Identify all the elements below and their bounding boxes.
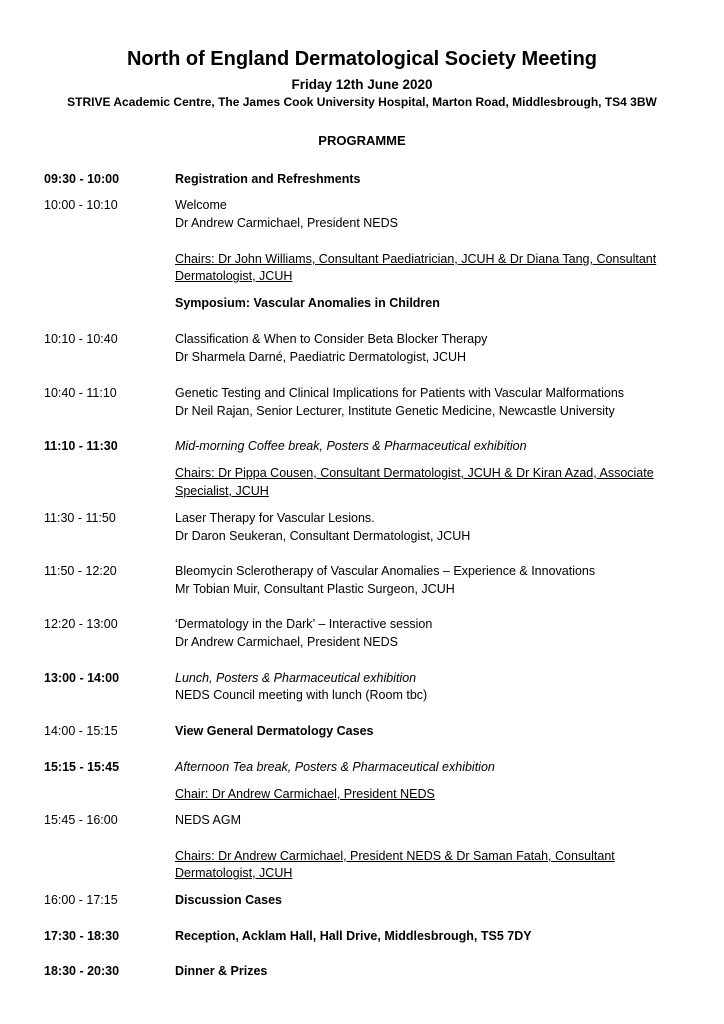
session-title: Registration and Refreshments: [175, 172, 361, 186]
time-slot: 15:45 - 16:00: [44, 813, 118, 827]
time-slot: 12:20 - 13:00: [44, 617, 118, 631]
session-chairs: Dermatologist, JCUH: [175, 866, 293, 880]
time-slot: 11:50 - 12:20: [44, 564, 117, 578]
time-slot: 11:30 - 11:50: [44, 511, 116, 525]
meeting-title: North of England Dermatological Society Meeting: [126, 48, 598, 70]
meeting-venue: STRIVE Academic Centre, The James Cook University Hospital, Marton Road, Middlesbrough, TS4 3BW: [67, 95, 657, 109]
break-title: Afternoon Tea break, Posters & Pharmaceutical exhibition: [175, 760, 495, 774]
session-speaker: Mr Tobian Muir, Consultant Plastic Surgeon, JCUH: [175, 582, 455, 596]
time-slot: 18:30 - 20:30: [44, 964, 120, 978]
session-title: View General Dermatology Cases: [175, 724, 374, 738]
session-speaker: Dr Sharmela Darné, Paediatric Dermatologist, JCUH: [175, 350, 467, 364]
symposium-title: Symposium: Vascular Anomalies in Children: [175, 296, 440, 310]
session-title: Reception, Acklam Hall, Hall Drive, Middlesbrough, TS5 7DY: [175, 929, 532, 943]
time-slot: 09:30 - 10:00: [44, 172, 120, 186]
session-title: Dinner & Prizes: [175, 964, 268, 978]
session-chairs: Chairs: Dr Andrew Carmichael, President NEDS & Dr Saman Fatah, Consultant: [175, 849, 615, 863]
time-slot: 17:30 - 18:30: [44, 929, 120, 943]
session-title: Discussion Cases: [175, 893, 282, 907]
time-slot: 15:15 - 15:45: [44, 760, 120, 774]
time-slot: 14:00 - 15:15: [44, 724, 118, 738]
session-title: Genetic Testing and Clinical Implications for Patients with Vascular Malformations: [175, 386, 625, 400]
break-title: Lunch, Posters & Pharmaceutical exhibition: [175, 671, 417, 685]
session-title: Classification & When to Consider Beta Blocker Therapy: [175, 332, 488, 346]
session-speaker: Dr Andrew Carmichael, President NEDS: [175, 216, 398, 230]
time-slot: 10:00 - 10:10: [44, 198, 118, 212]
session-title: Welcome: [175, 198, 227, 212]
session-speaker: Dr Andrew Carmichael, President NEDS: [175, 635, 398, 649]
session-title: Laser Therapy for Vascular Lesions.: [175, 511, 375, 525]
session-title: ‘Dermatology in the Dark’ – Interactive session: [175, 617, 433, 631]
session-chairs: Chairs: Dr John Williams, Consultant Paediatrician, JCUH & Dr Diana Tang, Consultant: [175, 252, 657, 266]
meeting-date: Friday 12th June 2020: [291, 77, 433, 92]
time-slot: 16:00 - 17:15: [44, 893, 118, 907]
session-speaker: Dr Neil Rajan, Senior Lecturer, Institute Genetic Medicine, Newcastle University: [175, 404, 615, 418]
session-chairs: Chair: Dr Andrew Carmichael, President NEDS: [175, 787, 435, 801]
session-chairs: Specialist, JCUH: [175, 484, 269, 498]
break-title: Mid-morning Coffee break, Posters & Pharmaceutical exhibition: [175, 439, 527, 453]
session-title: NEDS AGM: [175, 813, 241, 827]
programme-heading: PROGRAMME: [318, 133, 406, 148]
session-note: NEDS Council meeting with lunch (Room tbc): [175, 688, 428, 702]
time-slot: 10:10 - 10:40: [44, 332, 118, 346]
time-slot: 13:00 - 14:00: [44, 671, 120, 685]
time-slot: 10:40 - 11:10: [44, 386, 117, 400]
session-chairs: Dermatologist, JCUH: [175, 269, 293, 283]
time-slot: 11:10 - 11:30: [44, 439, 118, 453]
session-speaker: Dr Daron Seukeran, Consultant Dermatologist, JCUH: [175, 529, 471, 543]
session-title: Bleomycin Sclerotherapy of Vascular Anomalies – Experience & Innovations: [175, 564, 596, 578]
session-chairs: Chairs: Dr Pippa Cousen, Consultant Dermatologist, JCUH & Dr Kiran Azad, Associate: [175, 466, 654, 480]
